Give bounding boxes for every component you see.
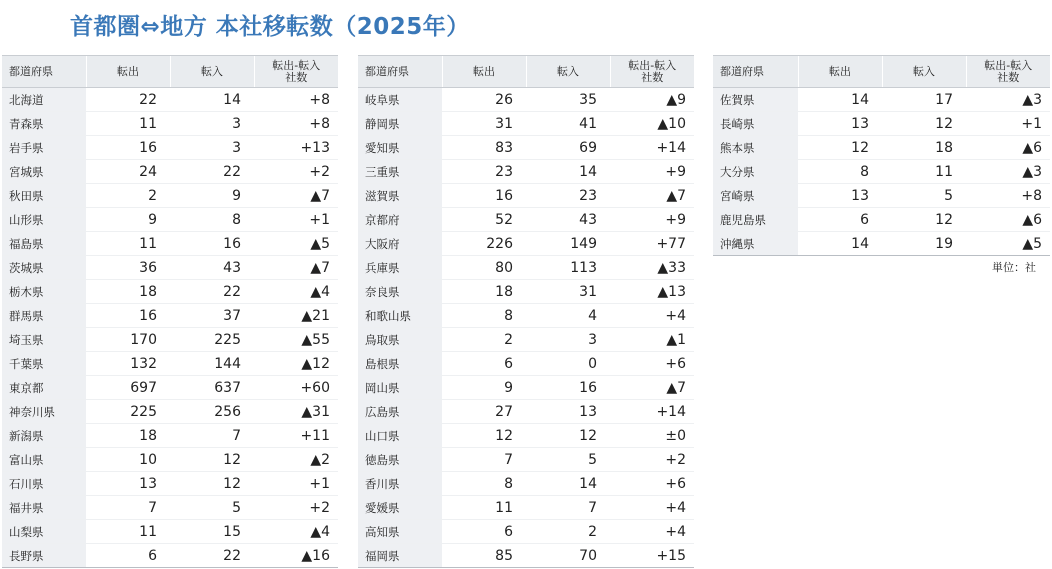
in-count-cell: 18	[882, 136, 966, 160]
header-diff-line1: 転出-転入	[272, 58, 321, 72]
table-row	[2, 280, 338, 304]
table-row	[2, 208, 338, 232]
relocation-table-2	[358, 55, 694, 568]
prefecture-cell: 沖縄県	[713, 232, 798, 256]
in-count-cell: 7	[526, 496, 610, 520]
table-row	[358, 280, 694, 304]
prefecture-cell: 福井県	[2, 496, 86, 520]
net-diff-cell: ▲21	[254, 304, 338, 328]
out-count-cell: 170	[86, 328, 170, 352]
prefecture-cell: 山梨県	[2, 520, 86, 544]
out-count-cell: 85	[442, 544, 526, 568]
table-row	[713, 136, 1050, 160]
out-count-cell: 80	[442, 256, 526, 280]
header-out: 転出	[442, 56, 526, 88]
in-count-cell: 225	[170, 328, 254, 352]
prefecture-cell: 岐阜県	[358, 88, 442, 112]
out-count-cell: 9	[442, 376, 526, 400]
header-diff	[966, 56, 1050, 88]
net-diff-cell: ▲12	[254, 352, 338, 376]
prefecture-cell: 宮城県	[2, 160, 86, 184]
net-diff-cell: ▲7	[610, 184, 694, 208]
in-count-cell: 31	[526, 280, 610, 304]
out-count-cell: 8	[442, 472, 526, 496]
prefecture-cell: 山口県	[358, 424, 442, 448]
table-row	[358, 184, 694, 208]
out-count-cell: 13	[798, 112, 882, 136]
out-count-cell: 27	[442, 400, 526, 424]
relocation-table-1	[2, 55, 338, 568]
out-count-cell: 11	[86, 232, 170, 256]
net-diff-cell: ▲1	[610, 328, 694, 352]
table-row	[2, 88, 338, 112]
in-count-cell: 22	[170, 544, 254, 568]
in-count-cell: 7	[170, 424, 254, 448]
prefecture-cell: 愛知県	[358, 136, 442, 160]
out-count-cell: 8	[442, 304, 526, 328]
header-diff-line2: 社数	[641, 70, 664, 84]
table-row	[2, 304, 338, 328]
in-count-cell: 12	[170, 448, 254, 472]
prefecture-cell: 大分県	[713, 160, 798, 184]
net-diff-cell: +6	[610, 472, 694, 496]
out-count-cell: 26	[442, 88, 526, 112]
table-row	[713, 160, 1050, 184]
table-row	[358, 88, 694, 112]
out-count-cell: 16	[442, 184, 526, 208]
table-row	[358, 496, 694, 520]
table-row	[2, 544, 338, 568]
in-count-cell: 70	[526, 544, 610, 568]
out-count-cell: 18	[442, 280, 526, 304]
in-count-cell: 12	[882, 112, 966, 136]
in-count-cell: 35	[526, 88, 610, 112]
prefecture-cell: 鹿児島県	[713, 208, 798, 232]
table-row	[713, 184, 1050, 208]
net-diff-cell: ▲33	[610, 256, 694, 280]
in-count-cell: 22	[170, 160, 254, 184]
prefecture-cell: 広島県	[358, 400, 442, 424]
net-diff-cell: ▲6	[966, 208, 1050, 232]
prefecture-cell: 高知県	[358, 520, 442, 544]
out-count-cell: 11	[442, 496, 526, 520]
net-diff-cell: +8	[966, 184, 1050, 208]
in-count-cell: 8	[170, 208, 254, 232]
table-row	[358, 352, 694, 376]
net-diff-cell: ▲7	[254, 256, 338, 280]
out-count-cell: 7	[86, 496, 170, 520]
net-diff-cell: ▲31	[254, 400, 338, 424]
out-count-cell: 6	[798, 208, 882, 232]
in-count-cell: 3	[170, 136, 254, 160]
out-count-cell: 6	[442, 352, 526, 376]
in-count-cell: 13	[526, 400, 610, 424]
out-count-cell: 225	[86, 400, 170, 424]
net-diff-cell: ▲3	[966, 160, 1050, 184]
prefecture-cell: 滋賀県	[358, 184, 442, 208]
prefecture-cell: 岡山県	[358, 376, 442, 400]
net-diff-cell: ▲4	[254, 280, 338, 304]
table-row	[2, 424, 338, 448]
out-count-cell: 18	[86, 280, 170, 304]
net-diff-cell: +4	[610, 520, 694, 544]
prefecture-cell: 岩手県	[2, 136, 86, 160]
table-row	[358, 256, 694, 280]
prefecture-cell: 島根県	[358, 352, 442, 376]
out-count-cell: 2	[442, 328, 526, 352]
table-row	[2, 112, 338, 136]
out-count-cell: 18	[86, 424, 170, 448]
prefecture-cell: 佐賀県	[713, 88, 798, 112]
net-diff-cell: +15	[610, 544, 694, 568]
prefecture-cell: 石川県	[2, 472, 86, 496]
out-count-cell: 13	[798, 184, 882, 208]
net-diff-cell: ▲7	[610, 376, 694, 400]
out-count-cell: 83	[442, 136, 526, 160]
table-row	[358, 472, 694, 496]
table-body	[713, 88, 1050, 256]
table-row	[2, 160, 338, 184]
table-header-row	[358, 56, 694, 88]
out-count-cell: 9	[86, 208, 170, 232]
table-row	[2, 352, 338, 376]
header-out: 転出	[86, 56, 170, 88]
table-row	[358, 520, 694, 544]
table-row	[2, 136, 338, 160]
header-diff-line2: 社数	[997, 70, 1020, 84]
table-row	[713, 88, 1050, 112]
in-count-cell: 43	[170, 256, 254, 280]
prefecture-cell: 北海道	[2, 88, 86, 112]
out-count-cell: 36	[86, 256, 170, 280]
header-prefecture: 都道府県	[358, 56, 442, 88]
net-diff-cell: ▲2	[254, 448, 338, 472]
in-count-cell: 9	[170, 184, 254, 208]
prefecture-cell: 熊本県	[713, 136, 798, 160]
net-diff-cell: +77	[610, 232, 694, 256]
out-count-cell: 12	[442, 424, 526, 448]
in-count-cell: 16	[526, 376, 610, 400]
net-diff-cell: +9	[610, 208, 694, 232]
header-diff-line1: 転出-転入	[984, 58, 1033, 72]
table-row	[2, 184, 338, 208]
table-body	[358, 88, 694, 568]
out-count-cell: 14	[798, 88, 882, 112]
out-count-cell: 52	[442, 208, 526, 232]
out-count-cell: 6	[86, 544, 170, 568]
header-diff-line2: 社数	[285, 70, 308, 84]
in-count-cell: 41	[526, 112, 610, 136]
out-count-cell: 11	[86, 520, 170, 544]
table-row	[2, 448, 338, 472]
net-diff-cell: ▲9	[610, 88, 694, 112]
prefecture-cell: 栃木県	[2, 280, 86, 304]
prefecture-cell: 長崎県	[713, 112, 798, 136]
out-count-cell: 697	[86, 376, 170, 400]
prefecture-cell: 福島県	[2, 232, 86, 256]
prefecture-cell: 千葉県	[2, 352, 86, 376]
net-diff-cell: +8	[254, 88, 338, 112]
table-row	[358, 136, 694, 160]
out-count-cell: 11	[86, 112, 170, 136]
in-count-cell: 4	[526, 304, 610, 328]
net-diff-cell: +60	[254, 376, 338, 400]
out-count-cell: 2	[86, 184, 170, 208]
net-diff-cell: ▲6	[966, 136, 1050, 160]
out-count-cell: 23	[442, 160, 526, 184]
table-row	[2, 328, 338, 352]
out-count-cell: 22	[86, 88, 170, 112]
header-in: 転入	[170, 56, 254, 88]
out-count-cell: 6	[442, 520, 526, 544]
net-diff-cell: ▲4	[254, 520, 338, 544]
prefecture-cell: 埼玉県	[2, 328, 86, 352]
net-diff-cell: +14	[610, 136, 694, 160]
out-count-cell: 31	[442, 112, 526, 136]
net-diff-cell: ▲5	[966, 232, 1050, 256]
in-count-cell: 144	[170, 352, 254, 376]
prefecture-cell: 神奈川県	[2, 400, 86, 424]
in-count-cell: 14	[170, 88, 254, 112]
table-row	[2, 256, 338, 280]
header-out: 転出	[798, 56, 882, 88]
net-diff-cell: ▲16	[254, 544, 338, 568]
in-count-cell: 14	[526, 472, 610, 496]
prefecture-cell: 大阪府	[358, 232, 442, 256]
header-diff	[254, 56, 338, 88]
out-count-cell: 16	[86, 304, 170, 328]
table-header-row	[2, 56, 338, 88]
table-row	[2, 520, 338, 544]
out-count-cell: 24	[86, 160, 170, 184]
prefecture-cell: 長野県	[2, 544, 86, 568]
prefecture-cell: 山形県	[2, 208, 86, 232]
out-count-cell: 8	[798, 160, 882, 184]
net-diff-cell: +4	[610, 304, 694, 328]
net-diff-cell: +2	[254, 496, 338, 520]
table-row	[358, 328, 694, 352]
header-diff	[610, 56, 694, 88]
prefecture-cell: 徳島県	[358, 448, 442, 472]
in-count-cell: 22	[170, 280, 254, 304]
net-diff-cell: +1	[254, 472, 338, 496]
net-diff-cell: +8	[254, 112, 338, 136]
in-count-cell: 5	[882, 184, 966, 208]
in-count-cell: 15	[170, 520, 254, 544]
prefecture-cell: 茨城県	[2, 256, 86, 280]
header-in: 転入	[526, 56, 610, 88]
net-diff-cell: ▲5	[254, 232, 338, 256]
in-count-cell: 12	[882, 208, 966, 232]
prefecture-cell: 富山県	[2, 448, 86, 472]
prefecture-cell: 東京都	[2, 376, 86, 400]
table-row	[2, 472, 338, 496]
table-row	[358, 424, 694, 448]
net-diff-cell: +14	[610, 400, 694, 424]
in-count-cell: 19	[882, 232, 966, 256]
out-count-cell: 10	[86, 448, 170, 472]
prefecture-cell: 青森県	[2, 112, 86, 136]
header-prefecture: 都道府県	[713, 56, 798, 88]
net-diff-cell: +13	[254, 136, 338, 160]
net-diff-cell: +11	[254, 424, 338, 448]
table-row	[358, 544, 694, 568]
prefecture-cell: 三重県	[358, 160, 442, 184]
table-row	[713, 232, 1050, 256]
net-diff-cell: +6	[610, 352, 694, 376]
in-count-cell: 2	[526, 520, 610, 544]
in-count-cell: 12	[170, 472, 254, 496]
table-row	[713, 112, 1050, 136]
header-prefecture: 都道府県	[2, 56, 86, 88]
table-row	[2, 232, 338, 256]
prefecture-cell: 新潟県	[2, 424, 86, 448]
in-count-cell: 113	[526, 256, 610, 280]
table-row	[358, 400, 694, 424]
in-count-cell: 23	[526, 184, 610, 208]
in-count-cell: 0	[526, 352, 610, 376]
relocation-table-3	[713, 55, 1050, 256]
table-row	[358, 448, 694, 472]
prefecture-cell: 鳥取県	[358, 328, 442, 352]
prefecture-cell: 兵庫県	[358, 256, 442, 280]
out-count-cell: 226	[442, 232, 526, 256]
in-count-cell: 69	[526, 136, 610, 160]
out-count-cell: 13	[86, 472, 170, 496]
in-count-cell: 16	[170, 232, 254, 256]
prefecture-cell: 静岡県	[358, 112, 442, 136]
page-title: 首都圏⇔地方 本社移転数（2025年）	[70, 14, 470, 40]
out-count-cell: 14	[798, 232, 882, 256]
prefecture-cell: 秋田県	[2, 184, 86, 208]
in-count-cell: 637	[170, 376, 254, 400]
net-diff-cell: +1	[966, 112, 1050, 136]
out-count-cell: 16	[86, 136, 170, 160]
prefecture-cell: 宮崎県	[713, 184, 798, 208]
table-row	[358, 160, 694, 184]
in-count-cell: 256	[170, 400, 254, 424]
in-count-cell: 11	[882, 160, 966, 184]
prefecture-cell: 香川県	[358, 472, 442, 496]
table-row	[713, 208, 1050, 232]
prefecture-cell: 和歌山県	[358, 304, 442, 328]
table-row	[358, 376, 694, 400]
table-row	[2, 376, 338, 400]
net-diff-cell: +9	[610, 160, 694, 184]
prefecture-cell: 福岡県	[358, 544, 442, 568]
header-diff-line1: 転出-転入	[628, 58, 677, 72]
net-diff-cell: ▲7	[254, 184, 338, 208]
net-diff-cell: ▲55	[254, 328, 338, 352]
out-count-cell: 12	[798, 136, 882, 160]
out-count-cell: 132	[86, 352, 170, 376]
net-diff-cell: +1	[254, 208, 338, 232]
in-count-cell: 12	[526, 424, 610, 448]
net-diff-cell: +2	[254, 160, 338, 184]
in-count-cell: 5	[170, 496, 254, 520]
table-row	[358, 304, 694, 328]
net-diff-cell: +2	[610, 448, 694, 472]
net-diff-cell: ▲13	[610, 280, 694, 304]
prefecture-cell: 京都府	[358, 208, 442, 232]
in-count-cell: 3	[170, 112, 254, 136]
prefecture-cell: 愛媛県	[358, 496, 442, 520]
net-diff-cell: ▲10	[610, 112, 694, 136]
table-row	[358, 232, 694, 256]
net-diff-cell: +4	[610, 496, 694, 520]
table-row	[358, 208, 694, 232]
prefecture-cell: 群馬県	[2, 304, 86, 328]
table-row	[358, 112, 694, 136]
in-count-cell: 43	[526, 208, 610, 232]
in-count-cell: 3	[526, 328, 610, 352]
net-diff-cell: ▲3	[966, 88, 1050, 112]
prefecture-cell: 奈良県	[358, 280, 442, 304]
in-count-cell: 149	[526, 232, 610, 256]
table-row	[2, 400, 338, 424]
in-count-cell: 14	[526, 160, 610, 184]
in-count-cell: 17	[882, 88, 966, 112]
unit-note: 単位：社	[992, 261, 1036, 274]
table-body	[2, 88, 338, 568]
table-row	[2, 496, 338, 520]
in-count-cell: 5	[526, 448, 610, 472]
table-header-row	[713, 56, 1050, 88]
in-count-cell: 37	[170, 304, 254, 328]
out-count-cell: 7	[442, 448, 526, 472]
header-in: 転入	[882, 56, 966, 88]
net-diff-cell: ±0	[610, 424, 694, 448]
